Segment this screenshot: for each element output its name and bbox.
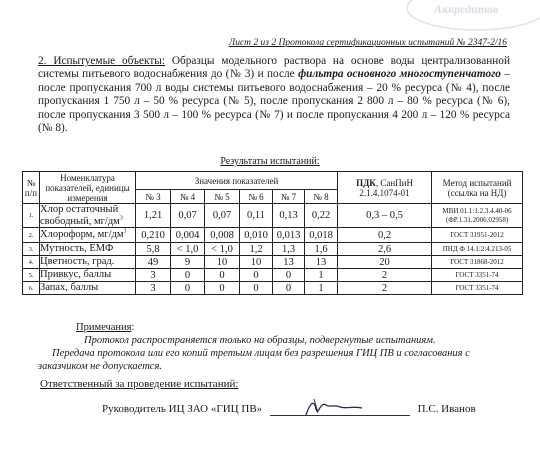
method-cell: МВИ 01.1:1.2.3.4.40-06 (ФР.1.31.2006.02958): [432, 204, 523, 228]
value-cell: 0,008: [205, 228, 240, 243]
responsible-heading: Ответственный за проведение испытаний:: [40, 378, 239, 390]
value-cell: 1,3: [273, 243, 305, 256]
note-2: Передача протокола или его копий третьим лицам без разрешения ГИЦ ПВ и согласования с заказчиком не допускается.: [38, 348, 470, 372]
value-cell: 1,21: [136, 204, 171, 228]
accreditation-stamp: [392, 0, 540, 34]
value-cell: 5,8: [136, 243, 171, 256]
value-cell: 1,6: [305, 243, 338, 256]
table-row: [23, 228, 523, 243]
value-cell: 3: [136, 269, 171, 282]
sample-header: № 7: [273, 190, 305, 204]
table-row: [23, 256, 523, 269]
results-title: Результаты испытаний:: [220, 156, 320, 167]
value-cell: 0,07: [171, 204, 205, 228]
value-cell: 13: [273, 256, 305, 269]
col-header-pdk: ПДК, СанПиН 2.1.4.1074-01: [338, 172, 432, 204]
method-cell: ГОСТ 31868-2012: [432, 256, 523, 269]
method-cell: ПНД Ф 14.1:2:4.213-05: [432, 243, 523, 256]
filter-name: фильтра основного многоступенчатого: [298, 68, 501, 81]
value-cell: 1,2: [240, 243, 273, 256]
value-cell: 0,07: [205, 204, 240, 228]
sample-header: № 8: [305, 190, 338, 204]
value-cell: 0,010: [240, 228, 273, 243]
section-test-objects: [38, 55, 510, 135]
indicator-name: Запах, баллы: [40, 282, 136, 295]
value-cell: 0,018: [305, 228, 338, 243]
value-cell: 0: [240, 282, 273, 295]
value-cell: 0: [171, 282, 205, 295]
table-row: [23, 269, 523, 282]
section-text-1: Образцы модельного раствора на основе воды централизованной системы питьевого водоснабжения до (№ 3) и после: [38, 55, 510, 81]
sample-header: № 6: [240, 190, 273, 204]
row-number: 5.: [23, 269, 40, 282]
sample-header: № 3: [136, 190, 171, 204]
handwritten-signature: [300, 395, 370, 421]
row-number: 1.: [23, 204, 40, 228]
value-cell: 10: [205, 256, 240, 269]
pdk-cell: 2,6: [338, 243, 432, 256]
stamp-text: Аккредитов: [434, 2, 499, 16]
col-header-name: Номенклатура показателей, единицы измерения: [40, 172, 136, 204]
method-cell: ГОСТ 3351-74: [432, 269, 523, 282]
row-number: 4.: [23, 256, 40, 269]
sample-header: № 4: [171, 190, 205, 204]
method-cell: ГОСТ 31951-2012: [432, 228, 523, 243]
method-cell: ГОСТ 3351-74: [432, 282, 523, 295]
value-cell: 0,013: [273, 228, 305, 243]
indicator-name: Цветность, град.: [40, 256, 136, 269]
value-cell: 9: [171, 256, 205, 269]
page-header: Лист 2 из 2 Протокола сертификационных испытаний № 2347-2/16: [228, 38, 507, 48]
signatory-name: П.С. Иванов: [417, 403, 476, 415]
col-header-method: Метод испытаний (ссылка на НД): [432, 172, 523, 204]
pdk-cell: 2: [338, 282, 432, 295]
value-cell: 0,004: [171, 228, 205, 243]
value-cell: 0,210: [136, 228, 171, 243]
section-label: 2. Испытуемые объекты:: [38, 55, 165, 67]
value-cell: 0: [205, 269, 240, 282]
row-number: 6.: [23, 282, 40, 295]
notes: Примечания: Протокол распространяется только на образцы, подвергнутые испытаниям. Передача протокола или его копий третьим лицам без разрешения ГИЦ ПВ и согласования с заказчиком не допускается.: [70, 321, 520, 373]
pdk-cell: 0,2: [338, 228, 432, 243]
value-cell: 0: [240, 269, 273, 282]
note-1: Протокол распространяется только на образцы, подвергнутые испытаниям.: [84, 335, 436, 346]
value-cell: 1: [305, 282, 338, 295]
row-number: 3.: [23, 243, 40, 256]
signatory-role: Руководитель ИЦ ЗАО «ГИЦ ПВ»: [102, 403, 263, 415]
value-cell: 3: [136, 282, 171, 295]
sample-header: № 5: [205, 190, 240, 204]
value-cell: 0: [273, 282, 305, 295]
value-cell: 0,13: [273, 204, 305, 228]
value-cell: 0: [171, 269, 205, 282]
notes-title: Примечания: [76, 322, 132, 333]
value-cell: 0: [205, 282, 240, 295]
section-text-2: – после пропускания 700 л воды системы питьевого водоснабжения – 20 % ресурса (№ 4), после пропускания 1 750 л – 50 % ресурса (№ 5), после пропускания 2 800 л – 80 % ресурса (№ 6), после пропускания 3 500 л – 100 % ресурса (№ 7) и после пропускания 4 200 л – 120 % ресурса (№ 8).: [38, 68, 510, 135]
indicator-name: Хлор остаточный свободный, $мг/дм^3$: [40, 204, 136, 228]
col-header-number: № п/п: [23, 172, 40, 204]
col-header-values: Значения показателей: [136, 172, 338, 190]
table-row: [23, 204, 523, 228]
table-row: [23, 243, 523, 256]
indicator-name: Мутность, ЕМФ: [40, 243, 136, 256]
value-cell: 0,22: [305, 204, 338, 228]
signature-block: [102, 403, 476, 415]
pdk-cell: 0,3 – 0,5: [338, 204, 432, 228]
pdk-cell: 2: [338, 269, 432, 282]
pdk-cell: 20: [338, 256, 432, 269]
value-cell: 49: [136, 256, 171, 269]
indicator-name: Хлороформ, $мг/дм^3$: [40, 228, 136, 243]
value-cell: 13: [305, 256, 338, 269]
indicator-name: Привкус, баллы: [40, 269, 136, 282]
value-cell: 1: [305, 269, 338, 282]
value-cell: 0,11: [240, 204, 273, 228]
table-row: [23, 282, 523, 295]
value-cell: < 1,0: [205, 243, 240, 256]
results-table: [22, 171, 523, 295]
value-cell: < 1,0: [171, 243, 205, 256]
value-cell: 0: [273, 269, 305, 282]
row-number: 2.: [23, 228, 40, 243]
value-cell: 10: [240, 256, 273, 269]
